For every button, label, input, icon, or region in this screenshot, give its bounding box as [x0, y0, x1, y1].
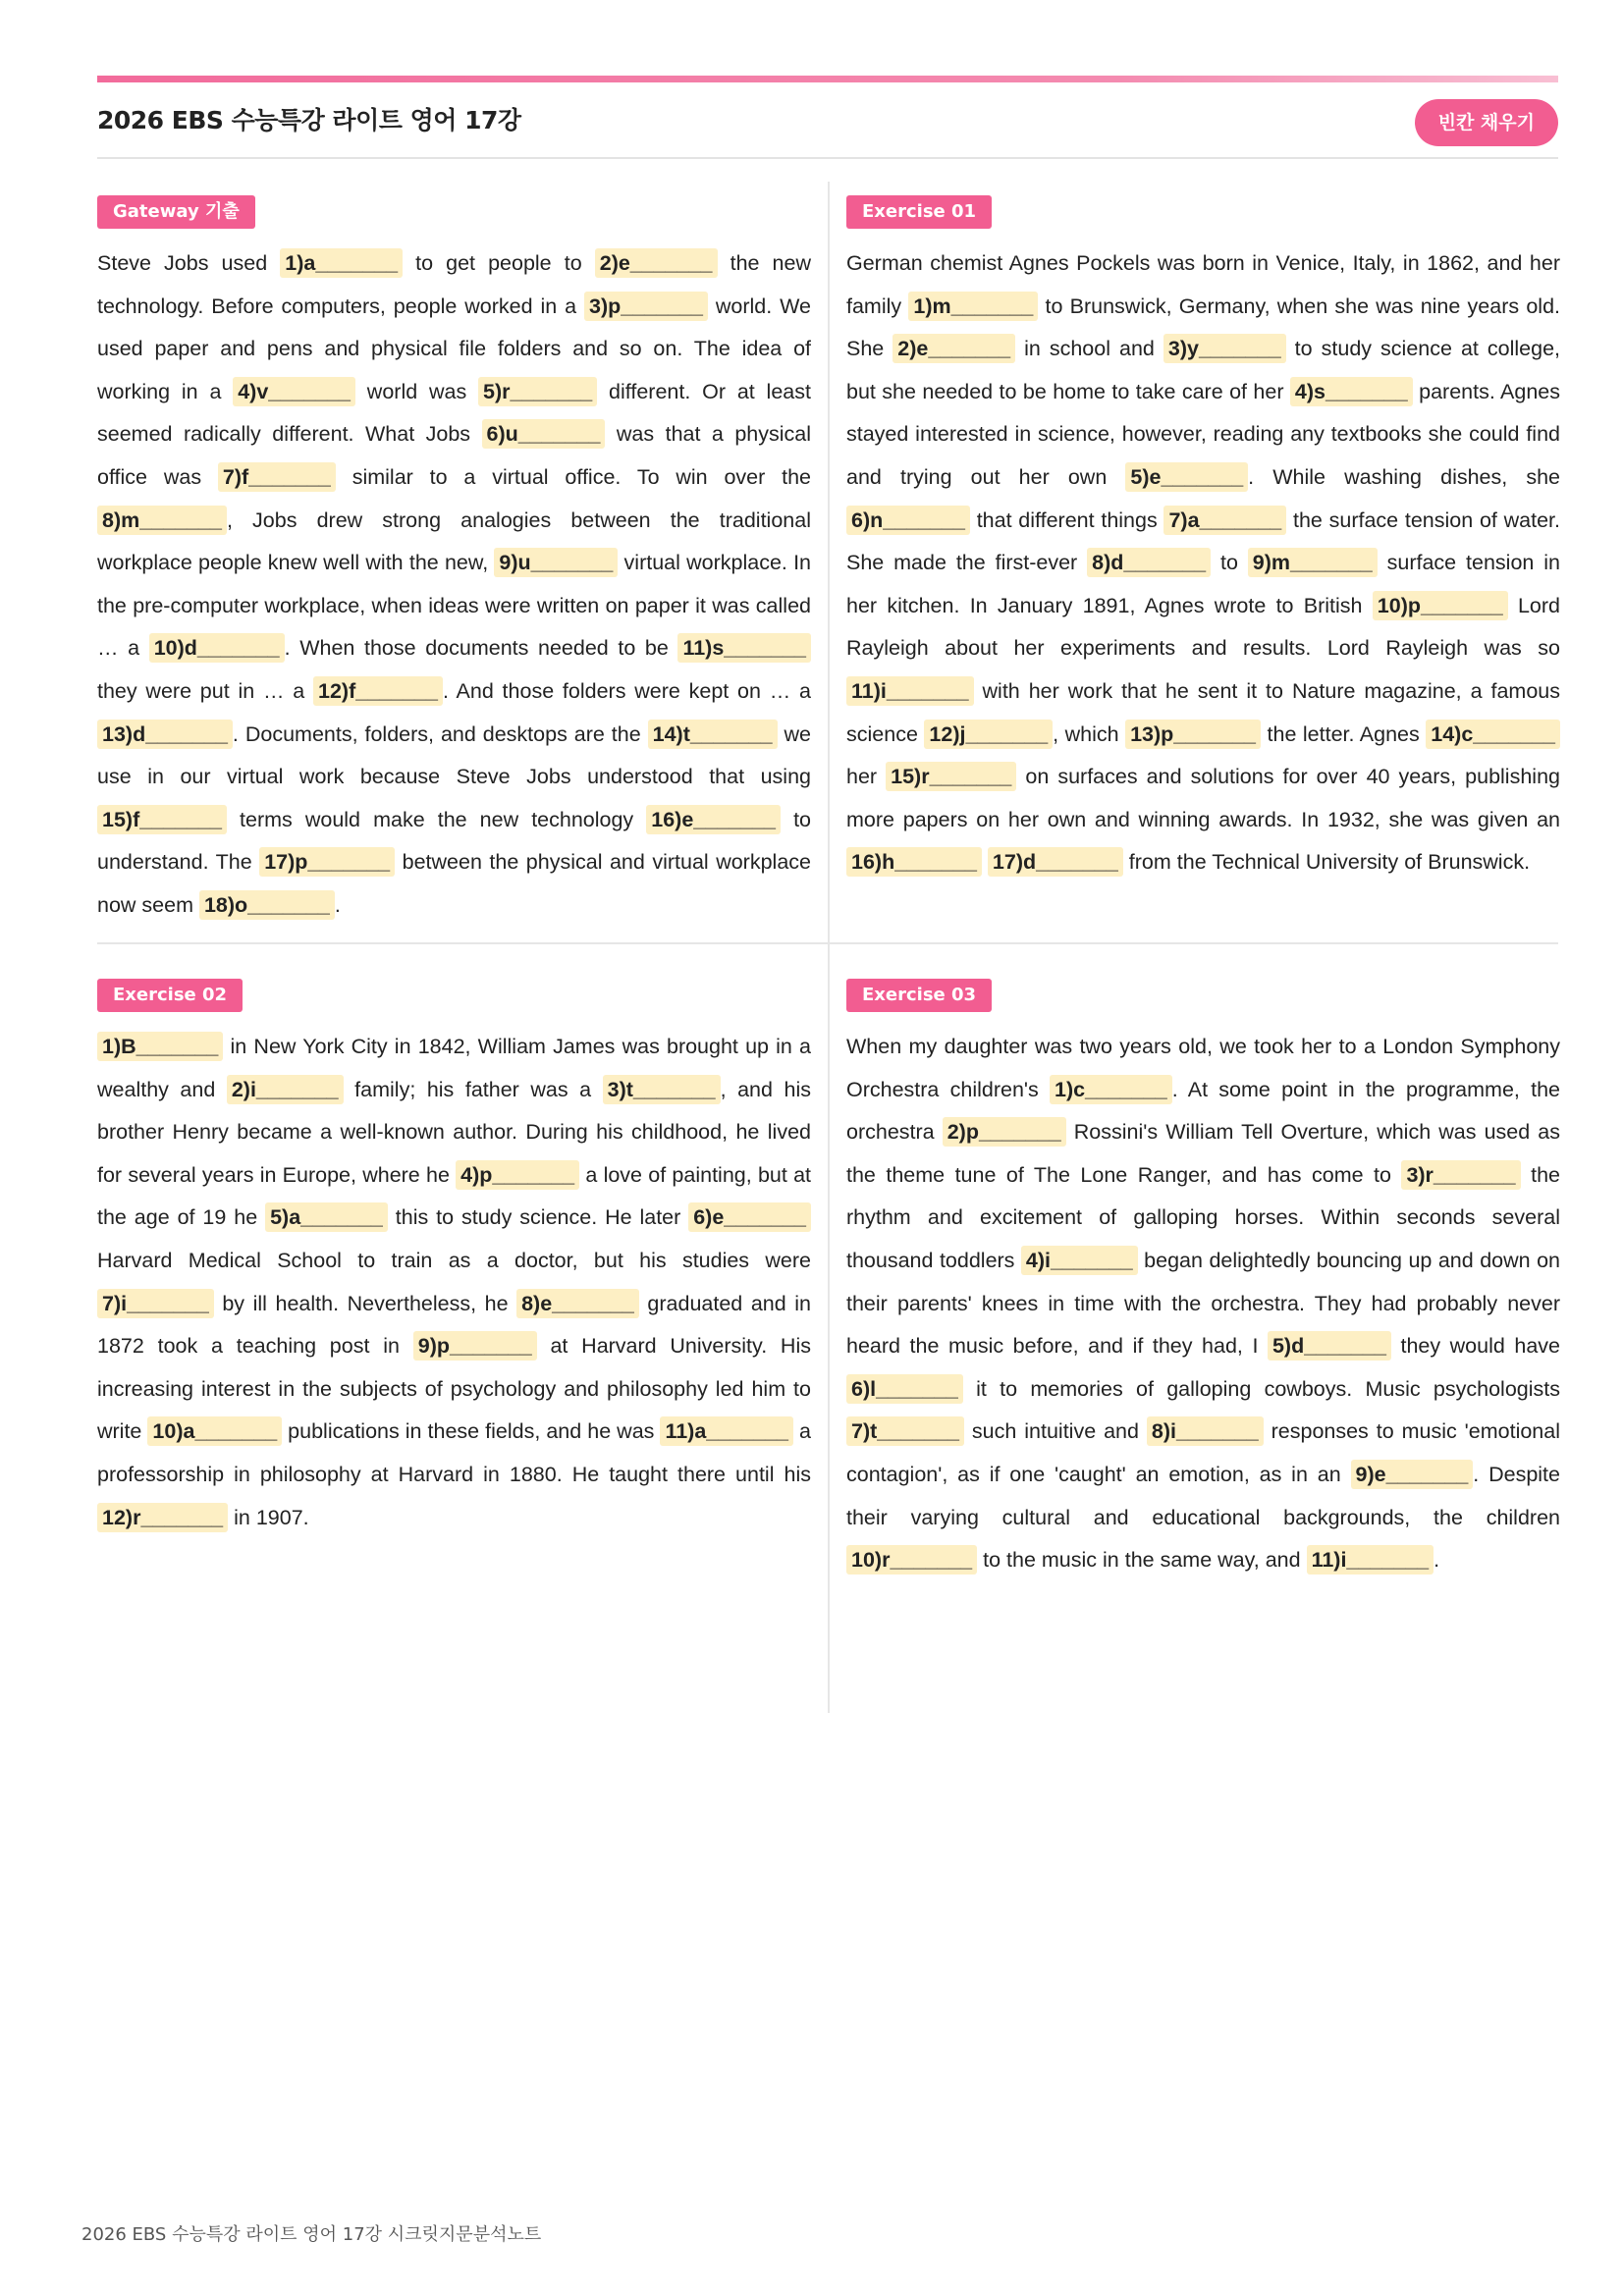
passage-text: to understand. The	[97, 807, 812, 875]
passage-text: graduated and in 1872 took a teaching post in	[97, 1291, 811, 1359]
passage-text: it to memories of galloping cowboys. Music psychologists	[962, 1376, 1560, 1401]
exercise-03-section	[846, 979, 1560, 1582]
passage-text: . Despite their varying cultural and educational backgrounds, the children	[846, 1462, 1560, 1529]
passage-text: When my daughter was two years old, we took her to a London Symphony Orchestra children's	[846, 1035, 1560, 1101]
blank-field[interactable]: 9)e_______	[1351, 1460, 1474, 1489]
exercise-02-passage	[97, 1026, 811, 1539]
passage-text: . When those documents needed to be	[284, 636, 678, 661]
passage-text: .	[1434, 1548, 1440, 1573]
page-footer: 2026 EBS 수능특강 라이트 영어 17강 시크릿지문분석노트	[81, 2224, 542, 2245]
passage-text: responses to music 'emotional contagion', as if one 'caught' an emotion, as in an	[846, 1419, 1560, 1486]
passage-text: with her work that he sent it to Nature magazine, a famous science	[846, 678, 1560, 746]
blank-field[interactable]: 1)c_______	[1050, 1075, 1172, 1104]
blank-field[interactable]: 16)e_______	[646, 805, 781, 834]
blank-field[interactable]: 4)i_______	[1021, 1246, 1138, 1275]
blank-field[interactable]: 6)l_______	[846, 1374, 963, 1404]
exercise-01-section	[846, 195, 1560, 884]
blank-field[interactable]: 7)a_______	[1163, 506, 1286, 535]
blank-field[interactable]: 3)p_______	[584, 292, 708, 321]
exercise-02-tag: Exercise 02	[97, 979, 243, 1012]
blank-field[interactable]: 6)n_______	[846, 506, 970, 535]
passage-text: publications in these fields, and he was	[282, 1419, 661, 1444]
passage-text: Harvard Medical School to train as a doctor, but his studies were	[97, 1248, 811, 1272]
blank-field[interactable]: 11)i_______	[846, 676, 974, 706]
blank-field[interactable]: 16)h_______	[846, 847, 982, 877]
blank-field[interactable]: 2)i_______	[227, 1075, 344, 1104]
passage-text: Lord Rayleigh about her experiments and results. Lord Rayleigh was so	[846, 593, 1560, 661]
blank-field[interactable]: 10)p_______	[1373, 591, 1508, 620]
passage-text: that different things	[969, 507, 1164, 532]
passage-text: they would have	[1390, 1334, 1560, 1359]
passage-text: , which	[1053, 721, 1126, 746]
passage-text: , Jobs drew strong analogies between the traditional workplace people knew well with the new,	[97, 507, 811, 575]
passage-text: we use in our virtual work because Steve Jobs understood that using	[97, 721, 811, 789]
blank-field[interactable]: 11)s_______	[677, 633, 811, 663]
blank-field[interactable]: 15)f_______	[97, 805, 227, 834]
passage-text: world was	[355, 379, 479, 403]
blank-field[interactable]: 11)i_______	[1307, 1545, 1434, 1575]
blank-field[interactable]: 5)r_______	[478, 377, 597, 406]
column-divider	[828, 182, 830, 1713]
passage-text: from the Technical University of Brunswick.	[1122, 850, 1531, 875]
passage-text: by ill health. Nevertheless, he	[213, 1291, 517, 1315]
blank-field[interactable]: 14)t_______	[648, 720, 778, 749]
exercise-03-passage	[846, 1026, 1560, 1582]
blank-field[interactable]: 9)p_______	[413, 1331, 537, 1361]
blank-field[interactable]: 3)r_______	[1401, 1160, 1520, 1190]
blank-field[interactable]: 11)a_______	[660, 1416, 793, 1446]
gateway-tag: Gateway 기출	[97, 195, 255, 229]
exercise-03-tag: Exercise 03	[846, 979, 992, 1012]
passage-text: . At some point in the programme, the orchestra	[846, 1077, 1560, 1145]
passage-text: Steve Jobs used	[97, 251, 281, 275]
row-divider	[97, 942, 1558, 944]
blank-field[interactable]: 1)B_______	[97, 1032, 223, 1061]
passage-text: to get people to	[403, 251, 595, 275]
passage-text: to Brunswick, Germany, when she was nine years old. She	[846, 294, 1561, 361]
blank-field[interactable]: 5)d_______	[1268, 1331, 1391, 1361]
blank-field[interactable]: 2)e_______	[595, 248, 718, 278]
exercise-01-tag: Exercise 01	[846, 195, 992, 229]
blank-field[interactable]: 6)e_______	[688, 1202, 811, 1232]
blank-field[interactable]: 2)p_______	[943, 1117, 1066, 1147]
blank-field[interactable]: 9)m_______	[1248, 548, 1378, 577]
blank-field[interactable]: 15)r_______	[886, 762, 1016, 791]
passage-text: surface tension in her kitchen. In January 1891, Agnes wrote to British	[846, 551, 1560, 617]
header-divider	[97, 157, 1558, 159]
passage-text: such intuitive and	[963, 1419, 1147, 1444]
blank-field[interactable]: 8)i_______	[1147, 1416, 1264, 1446]
blank-field[interactable]: 7)t_______	[846, 1416, 964, 1446]
blank-field[interactable]: 8)d_______	[1087, 548, 1211, 577]
passage-text: was that a physical office was	[97, 422, 811, 489]
blank-field[interactable]: 13)d_______	[97, 720, 233, 749]
passage-text: different. Or at least seemed radically different. What Jobs	[97, 379, 811, 447]
passage-text: on surfaces and solutions for over 40 years, publishing more papers on her own and winning awards. In 1932, she was given an	[846, 765, 1560, 831]
passage-text: in school and	[1015, 337, 1163, 361]
passage-text: her	[846, 765, 887, 789]
passage-text: the rhythm and excitement of galloping horses. Within seconds several thousand toddlers	[846, 1162, 1560, 1272]
passage-text: family; his father was a	[343, 1077, 603, 1101]
passage-text: , and his brother Henry became a well-known author. During his childhood, he lived for several years in Europe, where he	[97, 1077, 811, 1187]
passage-text: in New York City in 1842, William James was brought up in a wealthy and	[97, 1035, 811, 1101]
blank-field[interactable]: 12)f_______	[313, 676, 443, 706]
passage-text: parents. Agnes stayed interested in science, however, reading any textbooks she could find and trying out her own	[846, 379, 1560, 489]
passage-text: began delightedly bouncing up and down on their parents' knees in time with the orchestra. They had probably never heard the music before, and if they had, I	[846, 1248, 1560, 1359]
blank-field[interactable]: 9)u_______	[494, 548, 618, 577]
passage-text: between the physical and virtual workplace now seem	[97, 850, 811, 917]
blank-field[interactable]: 4)s_______	[1290, 377, 1413, 406]
passage-text: world. We used paper and pens and physical file folders and so on. The idea of working in a	[97, 294, 811, 403]
fill-in-blank-badge: 빈칸 채우기	[1415, 99, 1558, 146]
blank-field[interactable]: 13)p_______	[1125, 720, 1261, 749]
blank-field[interactable]: 8)e_______	[516, 1289, 639, 1318]
passage-text: German chemist Agnes Pockels was born in Venice, Italy, in 1862, and her family	[846, 251, 1560, 318]
blank-field[interactable]: 3)t_______	[603, 1075, 721, 1104]
blank-field[interactable]: 10)a_______	[147, 1416, 282, 1446]
blank-field[interactable]: 10)d_______	[149, 633, 285, 663]
blank-field[interactable]: 2)e_______	[893, 334, 1015, 363]
blank-field[interactable]: 3)y_______	[1163, 334, 1286, 363]
blank-field[interactable]: 17)p_______	[259, 847, 395, 877]
blank-field[interactable]: 14)c_______	[1426, 720, 1560, 749]
blank-field[interactable]: 17)d_______	[988, 847, 1123, 877]
passage-text: . While washing dishes, she	[1248, 464, 1561, 489]
passage-text: in 1907.	[228, 1505, 309, 1529]
blank-field[interactable]: 8)m_______	[97, 506, 227, 535]
blank-field[interactable]: 5)e_______	[1125, 462, 1248, 492]
passage-text: .	[334, 892, 341, 917]
passage-text: virtual workplace. In the pre-computer workplace, when ideas were written on paper it was called … a	[97, 551, 812, 661]
passage-text: Rossini's William Tell Overture, which was used as the theme tune of The Lone Ranger, and has come to	[846, 1120, 1560, 1187]
blank-field[interactable]: 4)v_______	[233, 377, 355, 406]
passage-text: the letter. Agnes	[1261, 721, 1427, 746]
passage-text: the surface tension of water. She made the first-ever	[846, 507, 1560, 575]
blank-field[interactable]: 6)u_______	[482, 419, 606, 449]
passage-text: a professorship in philosophy at Harvard in 1880. He taught there until his	[97, 1419, 811, 1486]
blank-field[interactable]: 4)p_______	[456, 1160, 579, 1190]
passage-text: to the music in the same way, and	[977, 1548, 1307, 1573]
passage-text	[982, 850, 988, 874]
blank-field[interactable]: 12)j_______	[924, 720, 1053, 749]
header-accent-bar	[97, 76, 1558, 82]
page-title: 2026 EBS 수능특강 라이트 영어 17강	[97, 106, 521, 134]
passage-text: at Harvard University. His increasing interest in the subjects of psychology and philosophy led him to write	[97, 1334, 811, 1444]
passage-text: the new technology. Before computers, people worked in a	[97, 251, 811, 318]
gateway-passage	[97, 242, 811, 928]
blank-field[interactable]: 5)a_______	[265, 1202, 388, 1232]
blank-field[interactable]: 18)o_______	[199, 890, 335, 920]
blank-field[interactable]: 1)m_______	[908, 292, 1038, 321]
passage-text: similar to a virtual office. To win over the	[335, 464, 811, 489]
blank-field[interactable]: 10)r_______	[846, 1545, 977, 1575]
passage-text: to	[1211, 551, 1248, 575]
passage-text: this to study science. He later	[387, 1205, 689, 1230]
passage-text: . Documents, folders, and desktops are the	[232, 721, 648, 746]
blank-field[interactable]: 12)r_______	[97, 1503, 228, 1532]
blank-field[interactable]: 1)a_______	[280, 248, 403, 278]
passage-text: terms would make the new technology	[226, 807, 647, 831]
passage-text: they were put in … a	[97, 678, 314, 703]
blank-field[interactable]: 7)i_______	[97, 1289, 214, 1318]
passage-text: to study science at college, but she needed to be home to take care of her	[846, 337, 1561, 403]
exercise-02-section	[97, 979, 811, 1539]
blank-field[interactable]: 7)f_______	[218, 462, 336, 492]
passage-text: a love of painting, but at the age of 19 he	[97, 1162, 812, 1230]
passage-text: . And those folders were kept on … a	[442, 678, 811, 703]
gateway-section	[97, 195, 811, 928]
exercise-01-passage	[846, 242, 1560, 884]
